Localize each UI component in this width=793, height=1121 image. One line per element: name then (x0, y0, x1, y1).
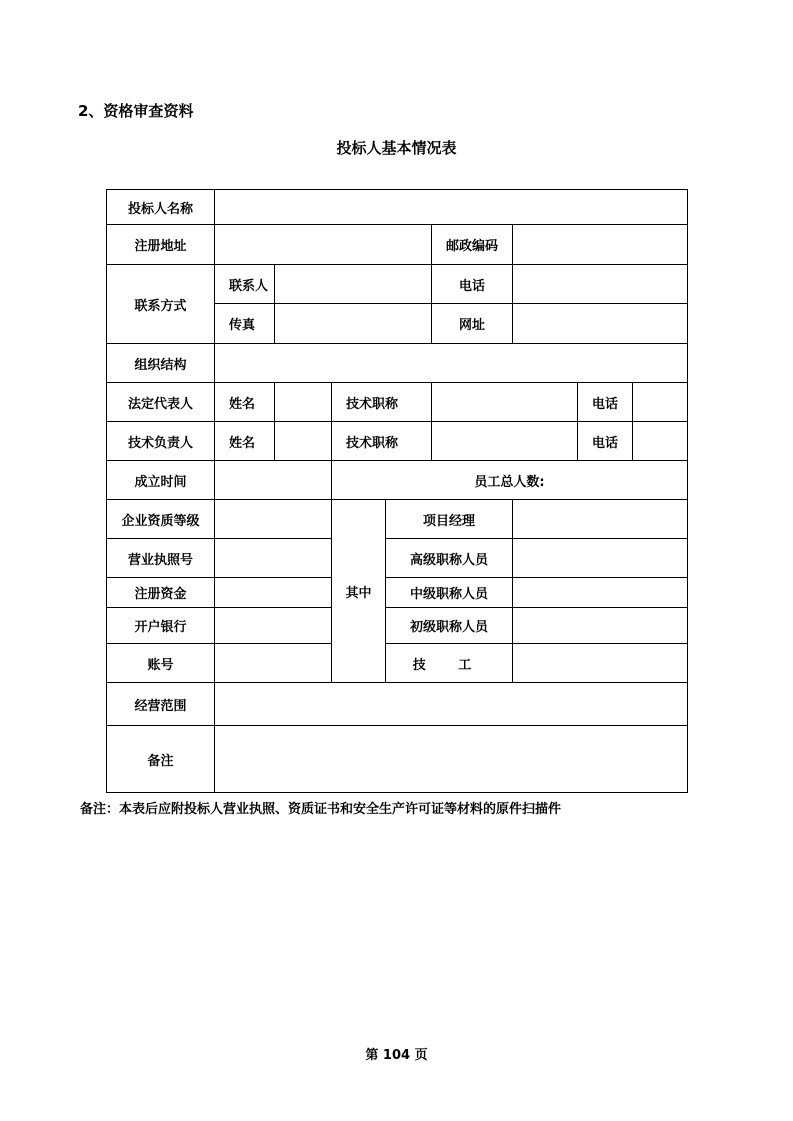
bidder-info-table (106, 189, 688, 793)
tech-lead-phone-label: 电话 (578, 422, 633, 461)
table-row (107, 644, 688, 683)
project-manager-label: 项目经理 (386, 500, 513, 539)
senior-title-value[interactable] (513, 539, 688, 578)
total-staff-label: 员工总人数: (332, 461, 688, 500)
qualification-level-label: 企业资质等级 (107, 500, 215, 539)
qualification-level-value[interactable] (215, 500, 332, 539)
est-time-value[interactable] (215, 461, 332, 500)
reg-capital-label: 注册资金 (107, 578, 215, 608)
business-scope-label: 经营范围 (107, 683, 215, 726)
legal-rep-name-value[interactable] (275, 383, 332, 422)
account-label: 账号 (107, 644, 215, 683)
legal-rep-title-label: 技术职称 (332, 383, 432, 422)
junior-title-value[interactable] (513, 608, 688, 644)
tech-lead-title-label: 技术职称 (332, 422, 432, 461)
technician-label-text: 技 工 (412, 657, 486, 673)
of-which-label: 其中 (332, 500, 386, 683)
legal-rep-name-label: 姓名 (215, 383, 275, 422)
business-license-value[interactable] (215, 539, 332, 578)
table-row (107, 726, 688, 793)
section-heading: 2、资格审查资料 (78, 102, 194, 120)
website-label: 网址 (432, 304, 513, 344)
contact-method-label: 联系方式 (107, 265, 215, 344)
bank-value[interactable] (215, 608, 332, 644)
reg-capital-value[interactable] (215, 578, 332, 608)
postal-code-label: 邮政编码 (432, 225, 513, 265)
bidder-name-value[interactable] (215, 190, 688, 225)
contact-person-label: 联系人 (215, 265, 275, 304)
reg-address-value[interactable] (215, 225, 432, 265)
tech-lead-name-label: 姓名 (215, 422, 275, 461)
mid-title-value[interactable] (513, 578, 688, 608)
footnote: 备注：本表后应附投标人营业执照、资质证书和安全生产许可证等材料的原件扫描件 (80, 802, 562, 817)
legal-rep-phone-label: 电话 (578, 383, 633, 422)
org-structure-label: 组织结构 (107, 344, 215, 383)
project-manager-value[interactable] (513, 500, 688, 539)
form-title: 投标人基本情况表 (336, 139, 457, 157)
table-row (107, 383, 688, 422)
contact-phone-label: 电话 (432, 265, 513, 304)
remarks-value[interactable] (215, 726, 688, 793)
legal-rep-phone-value[interactable] (633, 383, 688, 422)
table-row (107, 461, 688, 500)
table-row (107, 190, 688, 225)
legal-rep-label: 法定代表人 (107, 383, 215, 422)
account-value[interactable] (215, 644, 332, 683)
page-number: 第 104 页 (365, 1048, 428, 1063)
technician-value[interactable] (513, 644, 688, 683)
table-row (107, 422, 688, 461)
table-row (107, 683, 688, 726)
table-row (107, 608, 688, 644)
table-row (107, 225, 688, 265)
mid-title-label: 中级职称人员 (386, 578, 513, 608)
business-scope-value[interactable] (215, 683, 688, 726)
contact-person-value[interactable] (275, 265, 432, 304)
technician-label (386, 644, 513, 683)
junior-title-label: 初级职称人员 (386, 608, 513, 644)
contact-phone-value[interactable] (513, 265, 688, 304)
table-row (107, 265, 688, 304)
bidder-name-label: 投标人名称 (107, 190, 215, 225)
table-row (107, 500, 688, 539)
org-structure-value[interactable] (215, 344, 688, 383)
reg-address-label: 注册地址 (107, 225, 215, 265)
senior-title-label: 高级职称人员 (386, 539, 513, 578)
remarks-label: 备注 (107, 726, 215, 793)
bank-label: 开户银行 (107, 608, 215, 644)
table-row (107, 539, 688, 578)
tech-lead-name-value[interactable] (275, 422, 332, 461)
tech-lead-phone-value[interactable] (633, 422, 688, 461)
tech-lead-label: 技术负责人 (107, 422, 215, 461)
table-row (107, 578, 688, 608)
table-row (107, 344, 688, 383)
fax-value[interactable] (275, 304, 432, 344)
fax-label: 传真 (215, 304, 275, 344)
est-time-label: 成立时间 (107, 461, 215, 500)
postal-code-value[interactable] (513, 225, 688, 265)
website-value[interactable] (513, 304, 688, 344)
business-license-label: 营业执照号 (107, 539, 215, 578)
legal-rep-title-value[interactable] (432, 383, 578, 422)
tech-lead-title-value[interactable] (432, 422, 578, 461)
